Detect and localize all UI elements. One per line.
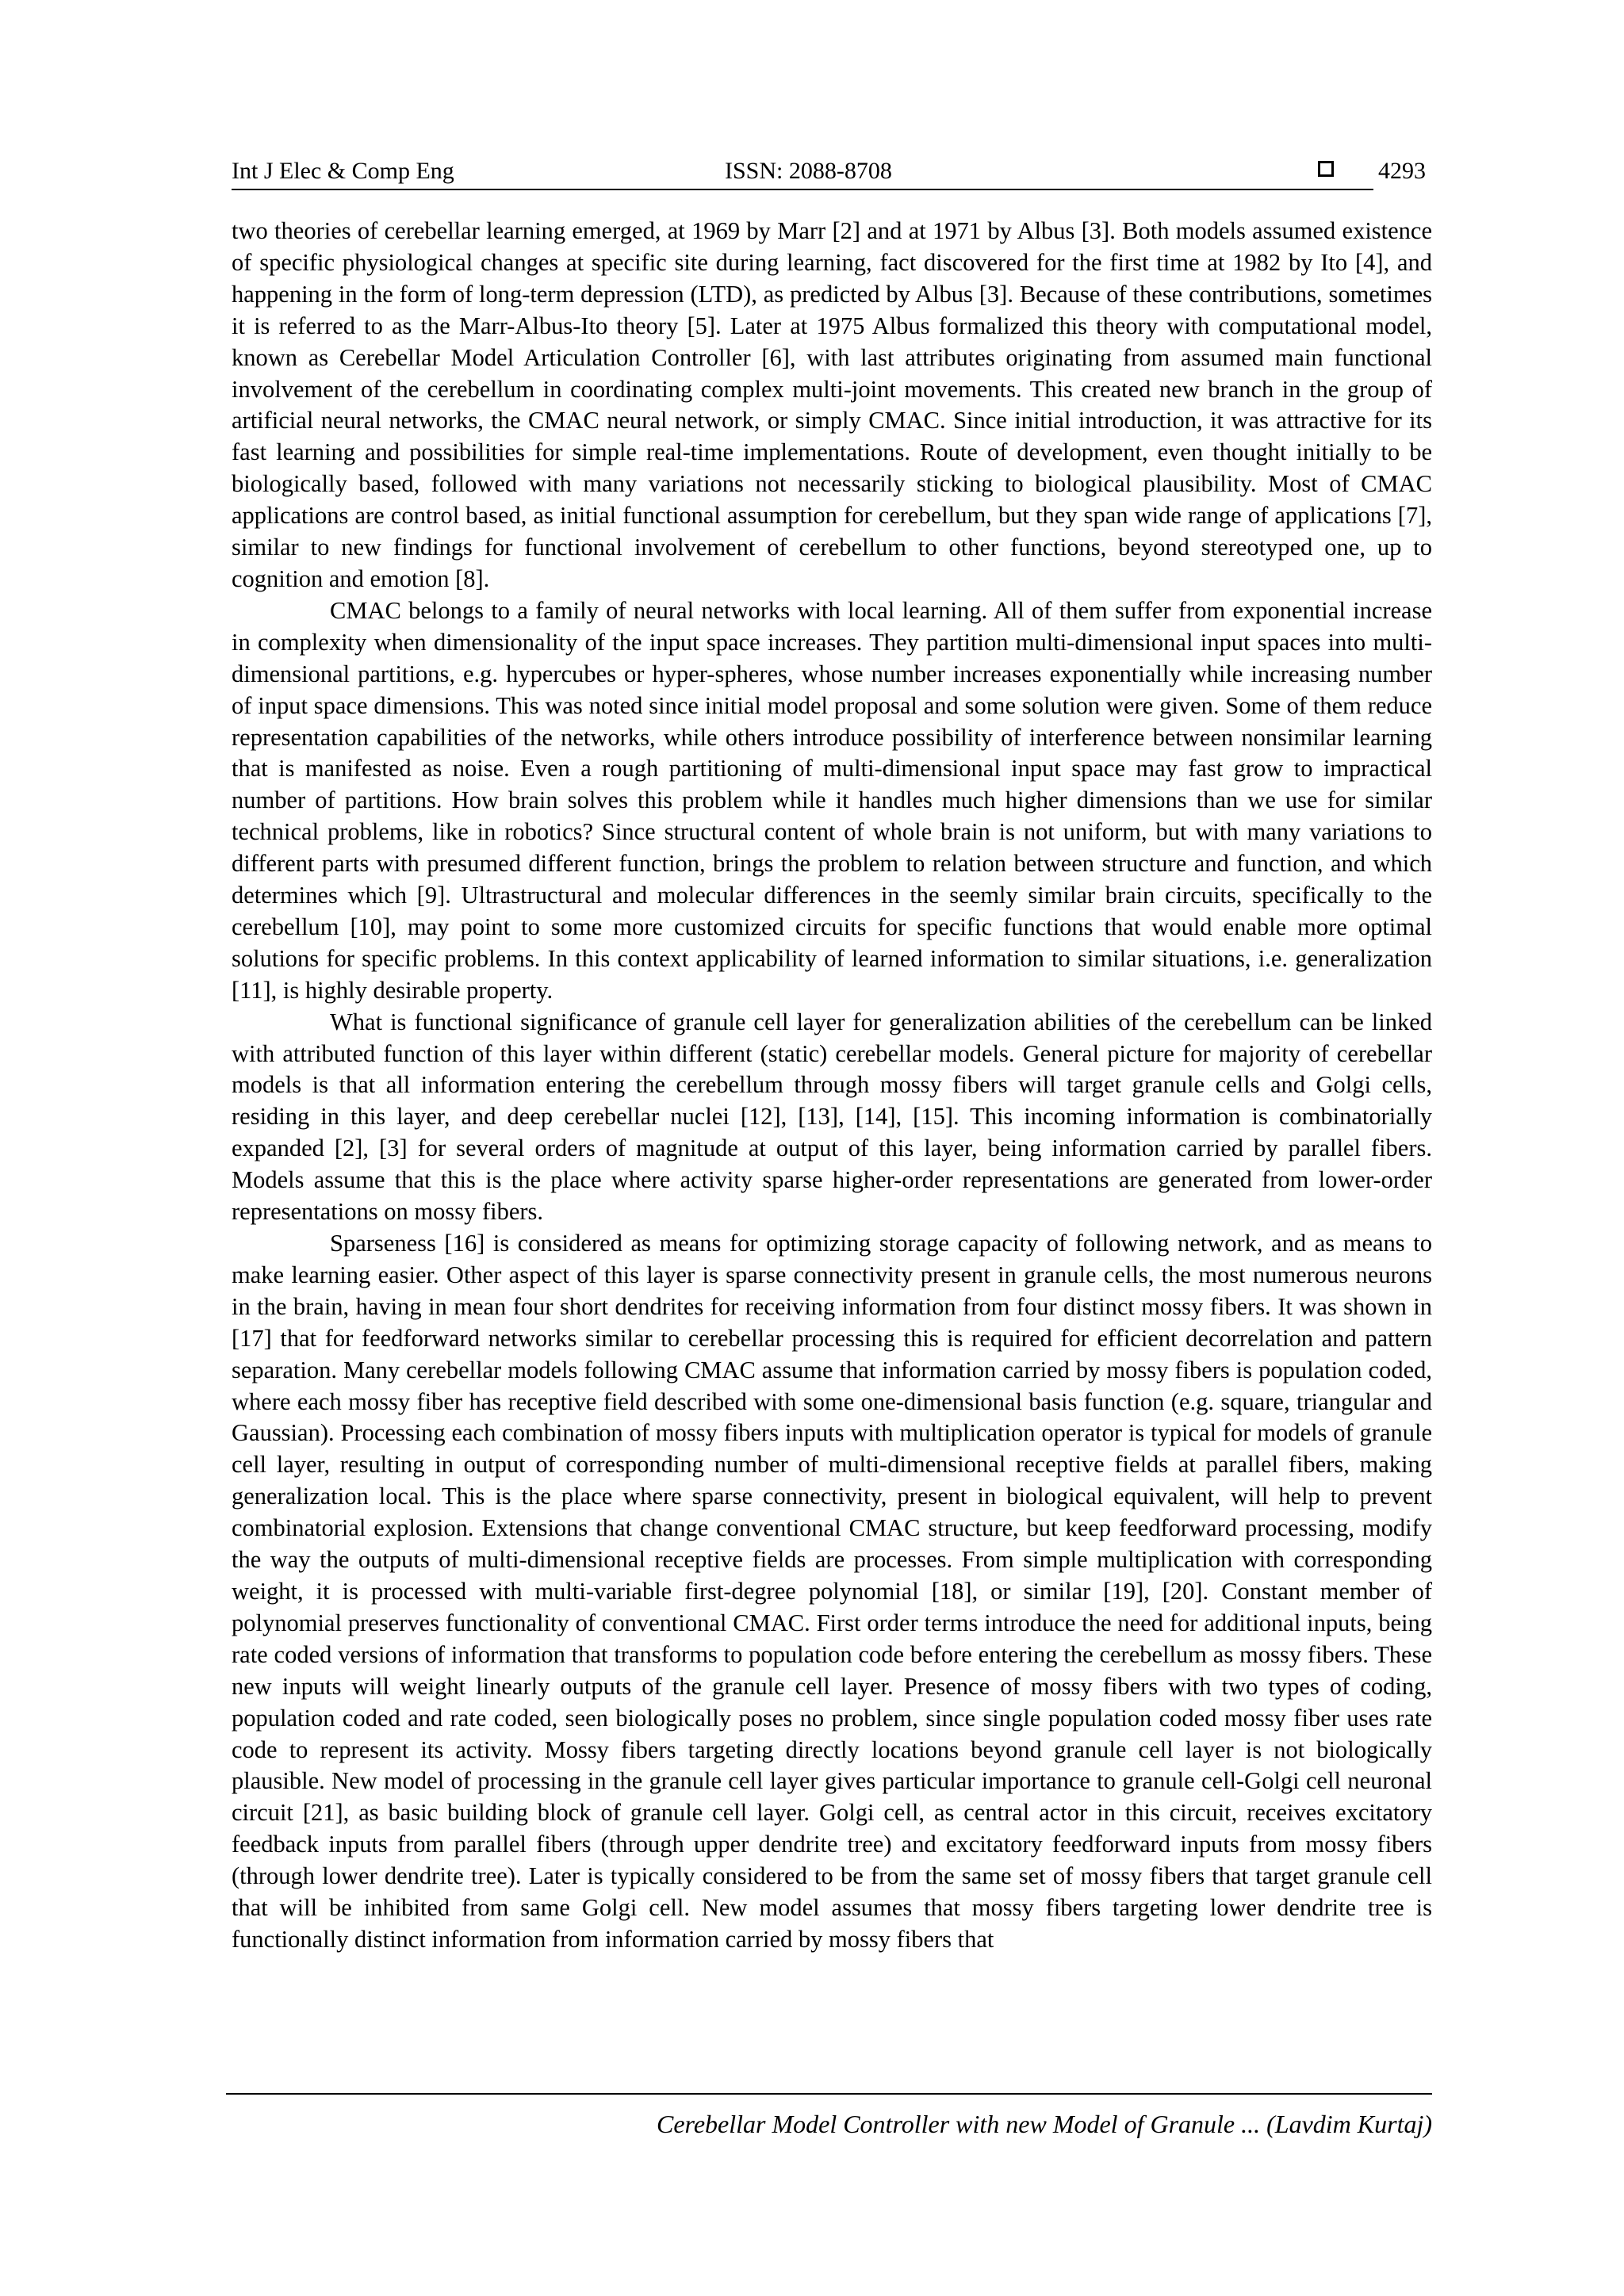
body-text — [232, 216, 1432, 1956]
paragraph-4: Sparseness [16] is considered as means for optimizing storage capacity of following network, and as means to make learning easier. Other aspect of this layer is sparse connectivity present in granule cells, the most numerous neurons in the brain, having in mean four short dendrites for receiving information from four distinct mossy fibers. It was shown in [17] that for feedforward networks similar to cerebellar processing this is required for efficient decorrelation and pattern separation. Many cerebellar models following CMAC assume that information carried by mossy fibers is population coded, where each mossy fiber has receptive field described with some one-dimensional basis function (e.g. square, triangular and Gaussian). Processing each combination of mossy fibers inputs with multiplication operator is typical for models of granule cell layer, resulting in output of corresponding number of multi-dimensional receptive fields at parallel fibers, making generalization local. This is the place where sparse connectivity, present in biological equivalent, will help to prevent combinatorial explosion. Extensions that change conventional CMAC structure, but keep feedforward processing, modify the way the outputs of multi-dimensional receptive fields are processes. From simple multiplication with corresponding weight, it is processed with multi-variable first-degree polynomial [18], or similar [19], [20]. Constant member of polynomial preserves functionality of conventional CMAC. First order terms introduce the need for additional inputs, being rate coded versions of information that transforms to population code before entering the cerebellum as mossy fibers. These new inputs will weight linearly outputs of the granule cell layer. Presence of mossy fibers with two types of coding, population coded and rate coded, seen biologically poses no problem, since single population coded mossy fiber uses rate code to represent its activity. Mossy fibers targeting directly locations beyond granule cell layer is not biologically plausible. New model of processing in the granule cell layer gives particular importance to granule cell-Golgi cell neuronal circuit [21], as basic building block of granule cell layer. Golgi cell, as central actor in this circuit, receives excitatory feedback inputs from parallel fibers (through upper dendrite tree) and excitatory feedforward inputs from mossy fibers (through lower dendrite tree). Later is typically considered to be from the same set of mossy fibers that target granule cell that will be inhibited from same Golgi cell. New model assumes that mossy fibers targeting lower dendrite tree is functionally distinct information from information carried by mossy fibers that — [232, 1230, 1432, 1953]
issn-label: ISSN: 2088-8708 — [725, 158, 892, 184]
paragraph-2: CMAC belongs to a family of neural networks with local learning. All of them suffer from exponential increase in complexity when dimensionality of the input space increases. They partition multi-dimensional input spaces into multi-dimensional partitions, e.g. hypercubes or hyper-spheres, whose number increases exponentially while increasing number of input space dimensions. This was noted since initial model proposal and some solution were given. Some of them reduce representation capabilities of the networks, while others introduce possibility of interference between nonsimilar learning that is manifested as noise. Even a rough partitioning of multi-dimensional input space may fast grow to impractical number of partitions. How brain solves this problem while it handles much higher dimensions than we use for similar technical problems, like in robotics? Since structural content of whole brain is not uniform, but with many variations to different parts with presumed different function, brings the problem to relation between structure and function, and which determines which [9]. Ultrastructural and molecular differences in the seemly similar brain circuits, specifically to the cerebellum [10], may point to some more customized circuits for specific functions that would enable more optimal solutions for specific problems. In this context applicability of learned information to similar situations, i.e. generalization [11], is highly desirable property. — [232, 596, 1432, 1004]
header-rule — [232, 189, 1373, 190]
footer-rule — [226, 2093, 1432, 2095]
paragraph-3: What is functional significance of granule cell layer for generalization abilities of the cerebellum can be linked with attributed function of this layer within different (static) cerebellar models. General picture for majority of cerebellar models is that all information entering the cerebellum through mossy fibers will target granule cells and Golgi cells, residing in this layer, and deep cerebellar nuclei [12], [13], [14], [15]. This incoming information is combinatorially expanded [2], [3] for several orders of magnitude at output of this layer, being information carried by parallel fibers. Models assume that this is the place where activity sparse higher-order representations are generated from lower-order representations on mossy fibers. — [232, 1008, 1432, 1226]
running-footer: Cerebellar Model Controller with new Model of Granule ... (Lavdim Kurtaj) — [657, 2110, 1432, 2138]
journal-name: Int J Elec & Comp Eng — [232, 158, 454, 184]
square-icon — [1318, 161, 1334, 177]
paragraph-1: two theories of cerebellar learning emerged, at 1969 by Marr [2] and at 1971 by Albus [3]. Both models assumed existence of specific physiological changes at specific site during learning, fact discovered for the first time at 1982 by Ito [4], and happening in the form of long-term depression (LTD), as predicted by Albus [3]. Because of these contributions, sometimes it is referred to as the Marr-Albus-Ito theory [5]. Later at 1975 Albus formalized this theory with computational model, known as Cerebellar Model Articulation Controller [6], with last attributes originating from assumed main functional involvement of the cerebellum in coordinating complex multi-joint movements. This created new branch in the group of artificial neural networks, the CMAC neural network, or simply CMAC. Since initial introduction, it was attractive for its fast learning and possibilities for simple real-time implementations. Route of development, even thought initially to be biologically based, followed with many variations not necessarily sticking to biological plausibility. Most of CMAC applications are control based, as initial functional assumption for cerebellum, but they span wide range of applications [7], similar to new findings for functional involvement of cerebellum to other functions, beyond stereotyped one, up to cognition and emotion [8]. — [232, 217, 1432, 592]
page-number: 4293 — [1378, 158, 1426, 184]
page-header — [232, 159, 1432, 192]
